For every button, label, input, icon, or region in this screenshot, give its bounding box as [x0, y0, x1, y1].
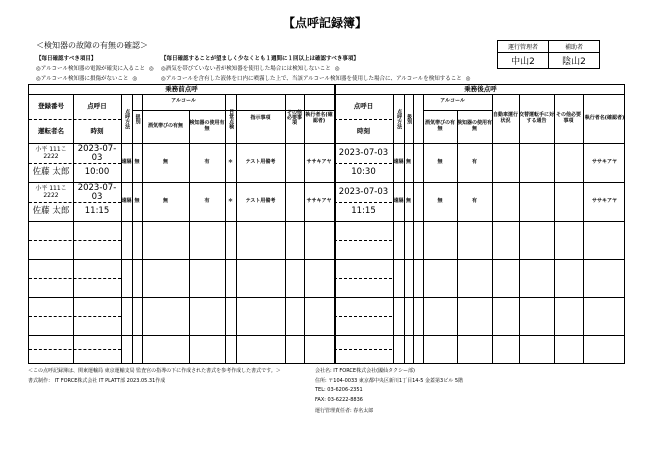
roll-call-table [28, 84, 625, 364]
executor2-header: 執行者名(確認者) [584, 114, 625, 121]
manager-table [497, 40, 600, 69]
detector-header: 検知器の使用有無 [189, 120, 225, 132]
weekly-check-label: 【毎日確認することが望ましく少なくとも１週間に１回以上は確認すべき事項】 [161, 56, 359, 62]
detector-after-cell: 有 [471, 198, 477, 205]
reg-no-header: 登録番号 [38, 102, 64, 111]
alcohol-header: アルコール [171, 98, 196, 105]
kyuyo-after-cell: 無 [405, 198, 411, 205]
footer-note: ＜この点呼記録簿は、関東運輸局 東京運輸支局 監査官の指導の下に作成された書式を参考作成した書式です。＞ [28, 368, 281, 374]
date-cell: 2023-07-03 [77, 143, 117, 163]
reg-no-cell: 小平 111こ 2222 [35, 146, 67, 160]
check-item: ◎アルコール検知器の電源が確実に入ること ◎ [36, 66, 154, 72]
driver-cell: 佐藤 太郎 [32, 206, 70, 217]
method-header: 点呼方法 [124, 108, 131, 129]
daily-check-header: 日常点検 [228, 108, 235, 129]
method-after-cell: 遠隔 [393, 198, 404, 205]
other-header: その他必要事項 [286, 109, 302, 127]
detector-cell: 有 [204, 198, 210, 205]
drink-cell: 無 [162, 198, 168, 205]
time-cell: 10:00 [84, 167, 110, 178]
detector-after-cell: 有 [471, 159, 477, 166]
time-after-cell: 10:30 [351, 167, 376, 178]
driver-cell: 佐藤 太郎 [32, 167, 70, 178]
daily-check-label: 【毎日確認すべき項目】 [36, 56, 97, 62]
check-section-title: ＜検知器の故障の有無の確認＞ [36, 41, 148, 50]
drink-header: 酒気帯びの有無 [147, 122, 183, 129]
method-cell: 遠隔 [121, 159, 132, 166]
check-item: ◎アルコールを含有した液体を口内に噴霧した上で、当該アルコール検知器を使用した場合に、アルコールを検知すること ◎ [161, 76, 471, 82]
footer-fax: FAX: 03-6222-8836 [315, 397, 363, 403]
instruction-cell: テスト用備考 [245, 198, 276, 205]
executor-cell: ササキアヤ [306, 198, 332, 205]
reg-no-cell: 小平 111こ 2222 [35, 185, 67, 199]
manager-header: 運行管理者 [498, 41, 549, 53]
drink-after-cell: 無 [437, 159, 443, 166]
manager-value: 中山2 [498, 53, 549, 69]
assistant-value: 陰山2 [549, 53, 600, 69]
executor-after-cell: ササキアヤ [591, 159, 617, 166]
executor-cell: ササキアヤ [306, 159, 332, 166]
date-after-cell: 2023-07-03 [338, 148, 389, 159]
date-cell: 2023-07-03 [77, 182, 117, 202]
footer-address: 住所: 〒104-0033 東京都中央区新川1丁目14-5 金蓋第3ビル 5階 [315, 378, 464, 384]
check-item: ◎酒気を帯びていない者が検知器を使用した場合には検知しないこと ◎ [161, 66, 340, 72]
before-header: 乗務前点呼 [165, 85, 198, 94]
method-after-header: 点呼方法 [396, 108, 403, 129]
instruction-cell: テスト用備考 [245, 159, 276, 166]
time-after-cell: 11:15 [351, 206, 376, 217]
detector-cell: 有 [204, 159, 210, 166]
kyuyo-after-cell: 無 [405, 159, 411, 166]
daily-cell: ＊ [227, 198, 233, 205]
kyuyo-after-header: 扱別 [406, 113, 413, 124]
detector-after-header: 検知器の使用有無 [457, 120, 493, 132]
other2-header: その他必要事項 [555, 112, 581, 124]
check-item: ◎アルコール検知器に損傷がないこと ◎ [36, 76, 138, 82]
instruction-header: 指示事項 [250, 114, 271, 121]
time-header: 時刻 [90, 126, 104, 135]
kyuyo-cell: 無 [134, 159, 140, 166]
drink-after-header: 酒気帯びの有無 [424, 120, 455, 132]
time-cell: 11:15 [84, 206, 110, 217]
after-header: 乗務後点呼 [464, 85, 497, 94]
footer-author: 書式制作： IT FORCE株式会社 IT PLATT部 2023.05.31作成 [28, 378, 166, 384]
vehicle-header: 自動車運行状況 [492, 112, 518, 124]
assistant-header: 補助者 [549, 41, 600, 53]
footer-tel: TEL: 03-6206-2351 [315, 387, 363, 393]
kyuyo-header: 扱別 [134, 113, 141, 124]
alcohol-after-header: アルコール [440, 98, 465, 105]
page-title: 【点呼記録簿】 [282, 16, 367, 30]
executor-header: 執行者名(確認者) [305, 112, 333, 124]
daily-cell: ＊ [227, 159, 233, 166]
time-after-header: 時刻 [357, 126, 370, 135]
executor-after-cell: ササキアヤ [591, 198, 617, 205]
kyuyo-cell: 無 [134, 198, 140, 205]
method-cell: 遠隔 [121, 198, 132, 205]
footer-company: 会社名: IT FORCE株式会社(國仙タクシー部) [315, 368, 415, 374]
footer-responsible: 運行管理責任者: 春名太郎 [315, 408, 374, 414]
drink-after-cell: 無 [437, 198, 443, 205]
date-after-cell: 2023-07-03 [338, 187, 389, 198]
driver-header: 運転者名 [38, 126, 64, 135]
date-after-header: 点呼日 [353, 102, 374, 111]
method-after-cell: 遠隔 [393, 159, 404, 166]
drink-cell: 無 [162, 159, 168, 166]
handover-header: 交替運転手に対する通告 [519, 112, 555, 124]
date-header: 点呼日 [87, 102, 107, 111]
